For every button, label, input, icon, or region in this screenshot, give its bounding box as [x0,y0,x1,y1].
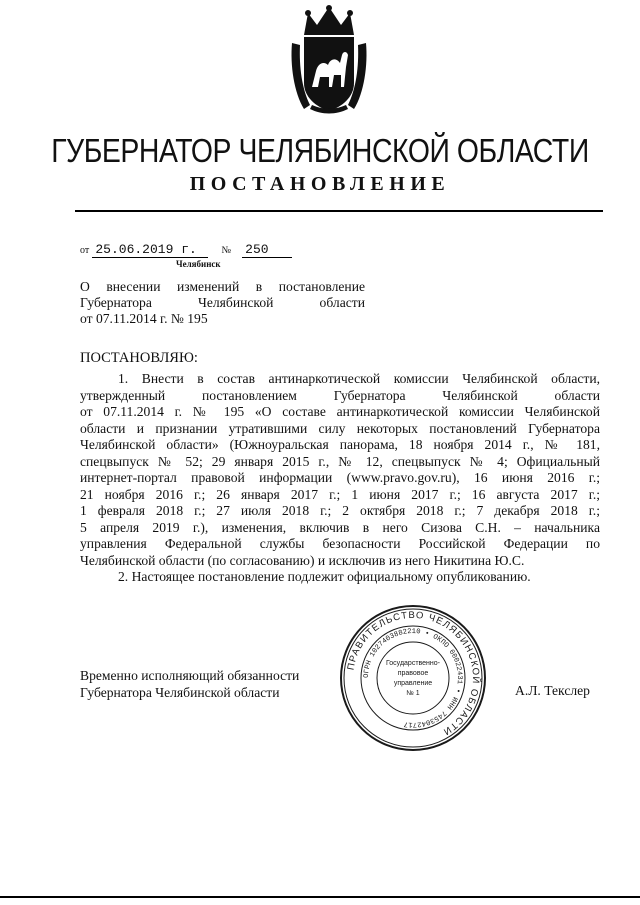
seal-inner-line: управление [393,680,433,687]
document-meta [80,242,292,258]
subject-line: О внесении изменений в постановление [80,279,365,294]
document-date: 25.06.2019 г. [92,242,208,258]
seal-inner-line: Государственно- [385,660,441,667]
body-line: от 07.11.2014 г. № 195 «О составе антинаркотической комиссии Челябинской [80,404,600,419]
body-line: управления Федеральной службы безопасности Российской Федерации по [80,536,600,551]
issue-city: Челябинск [176,259,221,269]
subject-line: от 07.11.2014 г. № 195 [80,311,208,326]
seal-codes-text: ОГРН 1027403882210 • ОКПО 00022431 • ИНН 7453042717 [362,627,464,729]
seal-outer-text: ПРАВИТЕЛЬСТВО ЧЕЛЯБИНСКОЙ ОБЛАСТИ [345,609,482,738]
body-line: области и признании утратившими силу некоторых постановлений Губернатора [80,420,600,436]
official-seal [338,603,488,753]
signatory-position-line: Губернатора Челябинской области [80,685,280,700]
seal-inner-line: № 1 [406,690,420,697]
resolution-heading: ПОСТАНОВЛЯЮ: [80,350,198,366]
document-body [80,371,600,586]
publication-paragraph: 2. Настоящее постановление подлежит официальному опубликованию. [118,569,531,584]
body-line: спецвыпуск № 52; 29 января 2015 г., № 12, спецвыпуск № 4; Официальный [80,453,600,469]
seal-inner-line: правовое [397,670,429,677]
body-line: 21 ноября 2016 г.; 26 января 2017 г.; 1 июня 2017 г.; 16 августа 2017 г.; [80,486,600,502]
body-line: 1 февраля 2018 г.; 27 июля 2018 г.; 2 октября 2018 г.; 7 декабря 2018 г.; [80,503,600,518]
signatory-position-line: Временно исполняющий обязанности [80,668,300,683]
body-line: 5 апреля 2019 г.), изменения, включив в него Сизова С.Н. – начальника [80,519,600,535]
document-subject [80,279,365,327]
body-line: интернет-портал правовой информации (www.pravo.gov.ru), 16 июня 2016 г.; [80,470,600,485]
body-line: утвержденный постановлением Губернатора Челябинской области [80,387,600,403]
issuer-title: ГУБЕРНАТОР ЧЕЛЯБИНСКОЙ ОБЛАСТИ [51,132,589,169]
date-label: от [80,245,90,256]
header-divider [75,210,603,212]
subject-line: Губернатора Челябинской области [80,295,365,310]
document-number: 250 [242,242,292,258]
document-type: ПОСТАНОВЛЕНИЕ [189,173,451,195]
page-bottom-edge [0,896,640,898]
body-line: Челябинской области» (Южноуральская панорама, 18 ноября 2014 г., № 181, [80,437,600,452]
body-line: 1. Внести в состав антинаркотической комиссии Челябинской области, [118,371,600,386]
signatory-name: А.Л. Текслер [515,683,590,698]
coat-of-arms-emblem [290,5,368,117]
body-line: Челябинской области (по согласованию) и исключив из него Никитина Ю.С. [80,552,525,568]
signatory-position [80,667,299,701]
number-label: № [221,245,232,256]
